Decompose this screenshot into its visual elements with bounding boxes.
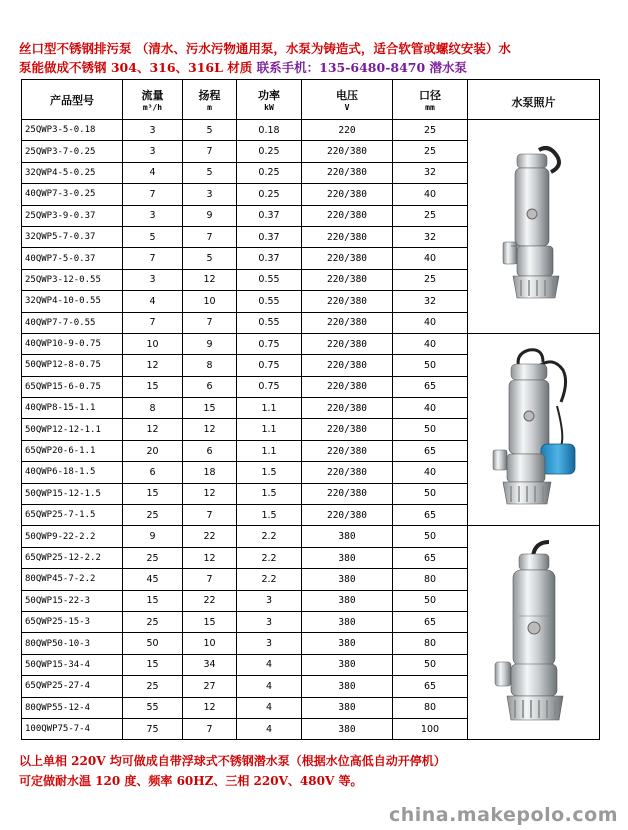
cell-power: 0.25: [237, 141, 302, 162]
cell-caliber: 80: [393, 633, 468, 654]
cell-model: 80QWP50-10-3: [22, 633, 123, 654]
cell-caliber: 50: [393, 419, 468, 440]
cell-power: 4: [237, 718, 302, 739]
cell-caliber: 32: [393, 226, 468, 247]
cell-model: 80QWP45-7-2.2: [22, 569, 123, 590]
pump-photo-cell: [468, 333, 600, 526]
cell-power: 0.37: [237, 226, 302, 247]
cell-voltage: 380: [302, 676, 393, 697]
cell-voltage: 220/380: [302, 205, 393, 226]
cell-power: 0.25: [237, 162, 302, 183]
cell-power: 3: [237, 633, 302, 654]
cell-model: 40QWP6-18-1.5: [22, 462, 123, 483]
cell-head: 5: [183, 248, 237, 269]
cell-caliber: 50: [393, 654, 468, 675]
cell-voltage: 220/380: [302, 440, 393, 461]
cell-power: 4: [237, 697, 302, 718]
cell-caliber: 65: [393, 611, 468, 632]
cell-flow: 3: [123, 205, 183, 226]
cell-model: 25QWP3-9-0.37: [22, 205, 123, 226]
cell-head: 22: [183, 590, 237, 611]
footer-line-1: 以上单相 220V 均可做成自带浮球式不锈钢潜水泵（根据水位高低自动开停机）: [19, 754, 446, 768]
table-row: [22, 333, 600, 354]
cell-power: 0.55: [237, 269, 302, 290]
cell-voltage: 380: [302, 718, 393, 739]
cell-flow: 3: [123, 269, 183, 290]
cell-power: 2.2: [237, 526, 302, 547]
header-flow: 流量 m³/h: [123, 80, 183, 120]
contact-phone: 联系手机：135-6480-8470 潜水泵: [256, 60, 468, 75]
cell-head: 9: [183, 333, 237, 354]
cell-power: 0.18: [237, 120, 302, 141]
cell-voltage: 220/380: [302, 376, 393, 397]
cell-voltage: 220/380: [302, 162, 393, 183]
cell-caliber: 80: [393, 697, 468, 718]
cell-caliber: 50: [393, 590, 468, 611]
cell-caliber: 40: [393, 398, 468, 419]
cell-model: 32QWP4-5-0.25: [22, 162, 123, 183]
cell-flow: 75: [123, 718, 183, 739]
cell-head: 15: [183, 398, 237, 419]
cell-head: 12: [183, 547, 237, 568]
cell-flow: 8: [123, 398, 183, 419]
cell-head: 7: [183, 718, 237, 739]
cell-voltage: 220/380: [302, 141, 393, 162]
cell-head: 3: [183, 184, 237, 205]
cell-head: 8: [183, 355, 237, 376]
cell-head: 7: [183, 226, 237, 247]
pump-photo-basic-icon: [499, 299, 569, 310]
cell-caliber: 65: [393, 440, 468, 461]
cell-model: 65QWP25-15-3: [22, 611, 123, 632]
cell-model: 25QWP3-5-0.18: [22, 120, 123, 141]
cell-caliber: 32: [393, 291, 468, 312]
cell-model: 40QWP7-7-0.55: [22, 312, 123, 333]
cell-voltage: 380: [302, 633, 393, 654]
cell-power: 4: [237, 654, 302, 675]
cell-voltage: 220/380: [302, 226, 393, 247]
cell-flow: 45: [123, 569, 183, 590]
cell-caliber: 50: [393, 526, 468, 547]
cell-caliber: 40: [393, 248, 468, 269]
header-power: 功率 kW: [237, 80, 302, 120]
intro-material-text: 泵能做成不锈钢 304、316、316L 材质: [19, 60, 257, 75]
cell-flow: 4: [123, 291, 183, 312]
pump-photo-cell: [468, 120, 600, 334]
cell-power: 0.37: [237, 205, 302, 226]
cell-model: 50QWP12-8-0.75: [22, 355, 123, 376]
cell-power: 1.1: [237, 440, 302, 461]
cell-head: 12: [183, 697, 237, 718]
cell-model: 80QWP55-12-4: [22, 697, 123, 718]
cell-power: 0.75: [237, 333, 302, 354]
cell-caliber: 40: [393, 333, 468, 354]
cell-flow: 15: [123, 654, 183, 675]
cell-flow: 3: [123, 120, 183, 141]
cell-caliber: 40: [393, 462, 468, 483]
cell-caliber: 65: [393, 505, 468, 526]
cell-voltage: 380: [302, 654, 393, 675]
cell-model: 50QWP15-22-3: [22, 590, 123, 611]
cell-head: 7: [183, 141, 237, 162]
table-row: [22, 526, 600, 547]
cell-flow: 4: [123, 162, 183, 183]
cell-flow: 50: [123, 633, 183, 654]
intro-text: [19, 39, 619, 77]
cell-flow: 15: [123, 376, 183, 397]
cell-caliber: 40: [393, 312, 468, 333]
cell-head: 5: [183, 162, 237, 183]
pump-photo-large-icon: [489, 718, 579, 729]
cell-caliber: 25: [393, 141, 468, 162]
cell-power: 2.2: [237, 569, 302, 590]
cell-voltage: 220: [302, 120, 393, 141]
table-row: [22, 120, 600, 141]
cell-head: 7: [183, 312, 237, 333]
cell-flow: 12: [123, 419, 183, 440]
cell-voltage: 380: [302, 697, 393, 718]
cell-head: 7: [183, 505, 237, 526]
cell-flow: 9: [123, 526, 183, 547]
cell-caliber: 40: [393, 184, 468, 205]
cell-power: 1.5: [237, 505, 302, 526]
cell-flow: 7: [123, 184, 183, 205]
cell-power: 3: [237, 611, 302, 632]
cell-head: 12: [183, 269, 237, 290]
cell-caliber: 25: [393, 269, 468, 290]
cell-flow: 7: [123, 312, 183, 333]
cell-flow: 3: [123, 141, 183, 162]
cell-voltage: 220/380: [302, 398, 393, 419]
cell-voltage: 220/380: [302, 248, 393, 269]
cell-caliber: 65: [393, 376, 468, 397]
cell-model: 40QWP8-15-1.1: [22, 398, 123, 419]
cell-voltage: 380: [302, 569, 393, 590]
footer-notes: [19, 751, 446, 791]
cell-flow: 55: [123, 697, 183, 718]
cell-voltage: 380: [302, 611, 393, 632]
cell-head: 9: [183, 205, 237, 226]
cell-voltage: 220/380: [302, 269, 393, 290]
intro-line-2: [19, 58, 619, 77]
cell-power: 1.1: [237, 419, 302, 440]
cell-model: 40QWP10-9-0.75: [22, 333, 123, 354]
cell-power: 4: [237, 676, 302, 697]
cell-head: 18: [183, 462, 237, 483]
cell-caliber: 65: [393, 547, 468, 568]
cell-voltage: 380: [302, 547, 393, 568]
cell-flow: 15: [123, 590, 183, 611]
table-header-row: [22, 80, 600, 120]
cell-model: 50QWP12-12-1.1: [22, 419, 123, 440]
cell-head: 15: [183, 611, 237, 632]
cell-flow: 15: [123, 483, 183, 504]
cell-caliber: 25: [393, 120, 468, 141]
cell-model: 25QWP3-12-0.55: [22, 269, 123, 290]
cell-caliber: 50: [393, 355, 468, 376]
cell-flow: 20: [123, 440, 183, 461]
cell-voltage: 220/380: [302, 291, 393, 312]
cell-caliber: 65: [393, 676, 468, 697]
cell-flow: 7: [123, 248, 183, 269]
cell-power: 1.1: [237, 398, 302, 419]
cell-head: 10: [183, 291, 237, 312]
cell-power: 0.55: [237, 291, 302, 312]
cell-model: 50QWP15-34-4: [22, 654, 123, 675]
cell-head: 6: [183, 376, 237, 397]
cell-caliber: 80: [393, 569, 468, 590]
cell-head: 34: [183, 654, 237, 675]
cell-caliber: 25: [393, 205, 468, 226]
cell-flow: 10: [123, 333, 183, 354]
cell-model: 65QWP15-6-0.75: [22, 376, 123, 397]
cell-caliber: 50: [393, 483, 468, 504]
cell-flow: 25: [123, 611, 183, 632]
cell-head: 10: [183, 633, 237, 654]
cell-model: 50QWP9-22-2.2: [22, 526, 123, 547]
cell-voltage: 220/380: [302, 462, 393, 483]
cell-model: 65QWP25-7-1.5: [22, 505, 123, 526]
cell-voltage: 220/380: [302, 505, 393, 526]
header-voltage: 电压 V: [302, 80, 393, 120]
cell-model: 100QWP75-7-4: [22, 718, 123, 739]
watermark: china.makepolo.com: [388, 804, 618, 826]
cell-voltage: 220/380: [302, 419, 393, 440]
cell-power: 0.75: [237, 376, 302, 397]
cell-power: 0.55: [237, 312, 302, 333]
footer-line-2: 可定做耐水温 120 度、频率 60HZ、三相 220V、480V 等。: [19, 774, 363, 788]
cell-flow: 25: [123, 505, 183, 526]
cell-power: 0.37: [237, 248, 302, 269]
cell-power: 0.25: [237, 184, 302, 205]
pump-spec-table: [21, 79, 600, 740]
cell-model: 50QWP15-12-1.5: [22, 483, 123, 504]
intro-line-1: 丝口型不锈钢排污泵 （清水、污水污物通用泵，水泵为铸造式，适合软管或螺纹安装）水: [19, 41, 511, 56]
cell-head: 27: [183, 676, 237, 697]
cell-power: 3: [237, 590, 302, 611]
pump-photo-float-switch-icon: [489, 503, 579, 514]
cell-voltage: 220/380: [302, 483, 393, 504]
cell-voltage: 220/380: [302, 333, 393, 354]
header-caliber: 口径 mm: [393, 80, 468, 120]
cell-model: 40QWP7-5-0.37: [22, 248, 123, 269]
header-head: 扬程 m: [183, 80, 237, 120]
cell-power: 2.2: [237, 547, 302, 568]
cell-voltage: 220/380: [302, 184, 393, 205]
cell-head: 7: [183, 569, 237, 590]
header-model: 产品型号: [22, 80, 123, 120]
cell-model: 65QWP25-12-2.2: [22, 547, 123, 568]
cell-voltage: 380: [302, 526, 393, 547]
cell-flow: 25: [123, 547, 183, 568]
cell-voltage: 380: [302, 590, 393, 611]
pump-photo-cell: [468, 526, 600, 740]
cell-model: 40QWP7-3-0.25: [22, 184, 123, 205]
cell-voltage: 220/380: [302, 355, 393, 376]
cell-flow: 5: [123, 226, 183, 247]
cell-model: 65QWP25-27-4: [22, 676, 123, 697]
cell-flow: 6: [123, 462, 183, 483]
cell-flow: 12: [123, 355, 183, 376]
cell-model: 65QWP20-6-1.1: [22, 440, 123, 461]
cell-power: 1.5: [237, 462, 302, 483]
cell-head: 6: [183, 440, 237, 461]
cell-power: 1.5: [237, 483, 302, 504]
cell-model: 25QWP3-7-0.25: [22, 141, 123, 162]
cell-model: 32QWP5-7-0.37: [22, 226, 123, 247]
cell-caliber: 100: [393, 718, 468, 739]
cell-head: 12: [183, 419, 237, 440]
header-photo: 水泵照片: [468, 80, 600, 120]
cell-head: 22: [183, 526, 237, 547]
cell-power: 0.75: [237, 355, 302, 376]
cell-head: 12: [183, 483, 237, 504]
cell-caliber: 32: [393, 162, 468, 183]
cell-head: 5: [183, 120, 237, 141]
cell-model: 32QWP4-10-0.55: [22, 291, 123, 312]
cell-voltage: 220/380: [302, 312, 393, 333]
cell-flow: 25: [123, 676, 183, 697]
